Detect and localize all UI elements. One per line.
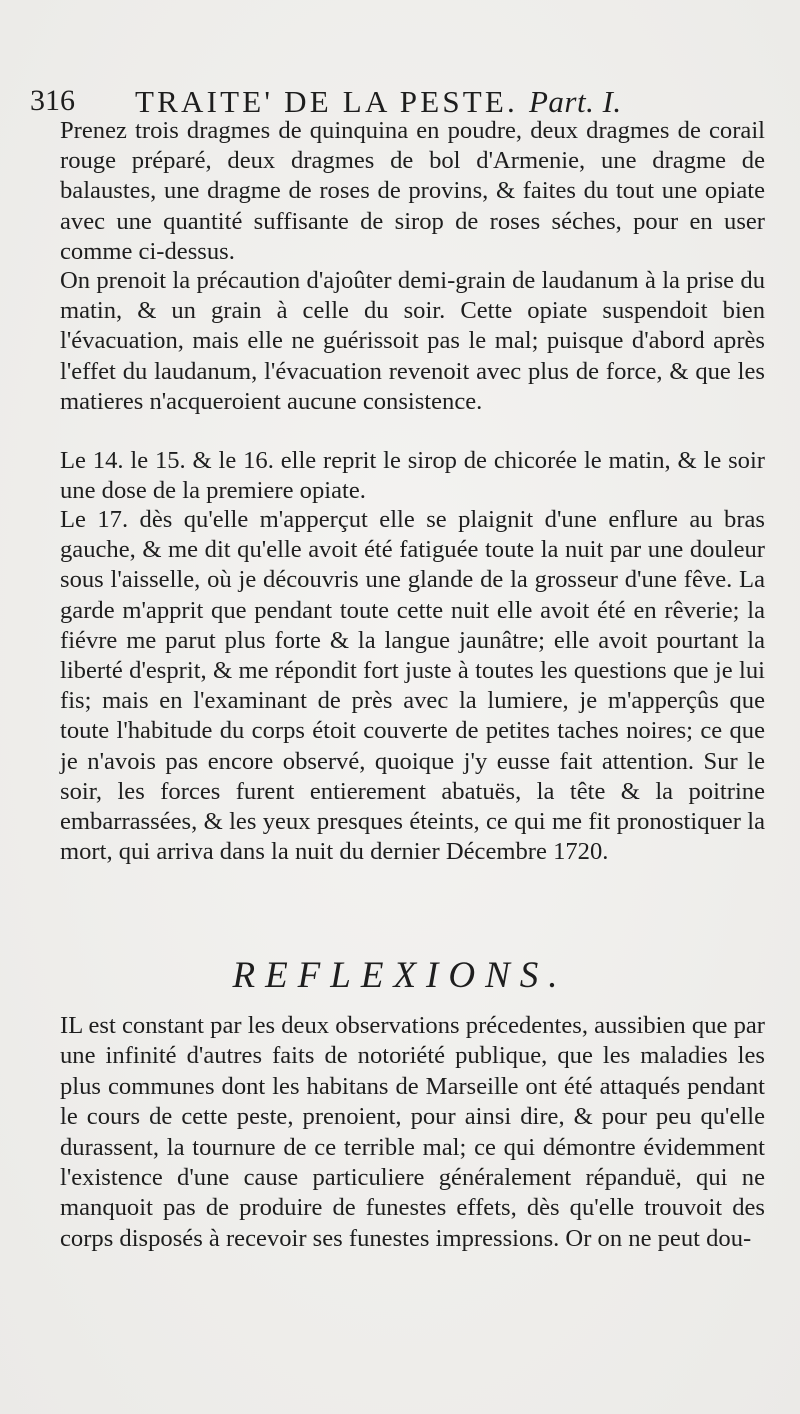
section-paragraph [60,1011,765,1254]
section-paragraph-text: IL est constant par les deux observations précedentes, aussibien que par une infinité d'autres faits de notoriété publique, que les maladies les plus communes dont les habitans de Marseille ont été attaqués pendant le cours de cette peste, prenoient, pour ainsi dire, & pour peu qu'elle durassent, la tournure de ce terrible mal; ce qui démontre évidemment l'existence d'une cause particuliere généralement répanduë, qui ne manquoit pas de produire de funestes effets, dès qu'elle trouvoit des corps disposés à recevoir ses funestes impressions. Or on ne peut dou- [60,1012,765,1252]
paragraph-2-text: On prenoit la précaution d'ajoûter demi-grain de laudanum à la prise du matin, & un grain à celle du soir. Cette opiate suspendoit bien l'évacuation, mais elle ne guérissoit pas le mal; puisque d'abord après l'effet du laudanum, l'évacuation revenoit avec plus de force, & que les matieres n'acqueroient aucune consistence. [60,267,765,415]
running-title [135,84,622,120]
paragraph-3-text: Le 14. le 15. & le 16. elle reprit le sirop de chicorée le matin, & le soir une dose de la premiere opiate. [60,447,765,505]
running-title-text: TRAITE' DE LA PESTE. [135,84,519,119]
running-title-part: Part. I. [528,84,622,119]
paragraph-1-text: Prenez trois dragmes de quinquina en poudre, deux dragmes de corail rouge préparé, deux dragmes de bol d'Armenie, une dragme de balaustes, une dragme de roses de provins, & faites du tout une opiate avec une quantité suffisante de sirop de roses séches, pour en user comme ci-dessus. [60,117,765,265]
paragraph-4-text: Le 17. dès qu'elle m'apperçut elle se plaignit d'une enflure au bras gauche, & me dit qu'elle avoit été fatiguée toute la nuit par une douleur sous l'aisselle, où je découvris une glande de la grosseur d'une fêve. La garde m'apprit que pendant toute cette nuit elle avoit été en rêverie; la fiévre me parut plus forte & la langue jaunâtre; elle avoit pourtant la liberté d'esprit, & me répondit fort juste à toutes les questions que je lui fis; mais en l'examinant de près avec la lumiere, je m'apperçûs que toute l'habitude du corps étoit couverte de petites taches noires; ce que je n'avois pas encore observé, quoique j'y eusse fait attention. Sur le soir, les forces furent entierement abatuës, la tête & la poitrine embarrassées, & les yeux presques éteints, ce qui me fit pronostiquer la mort, qui arriva dans la nuit du dernier Décembre 1720. [60,506,765,866]
page-number: 316 [30,84,75,117]
paragraph-3 [60,446,765,506]
paragraph-4 [60,505,765,867]
paragraph-2 [60,266,765,417]
paragraph-1 [60,116,765,267]
section-heading: REFLEXIONS. [232,955,568,996]
